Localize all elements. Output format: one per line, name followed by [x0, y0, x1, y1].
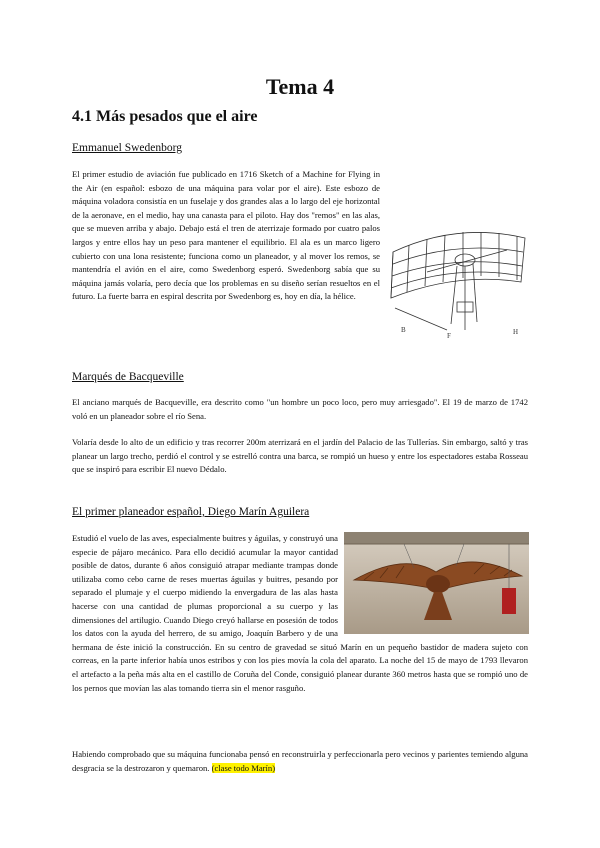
heading-bacqueville: Marqués de Bacqueville — [72, 371, 184, 383]
paragraph-bacqueville-1: El anciano marqués de Bacqueville, era descrito como "un hombre un poco loco, pero muy arriesgado". El 19 de marzo de 1742 voló en un planeador sobre el río Sena. — [72, 397, 528, 421]
page-title: Tema 4 — [265, 74, 335, 99]
paragraph-text: Estudió el vuelo de las aves, especialmente buitres y águilas, y construyó una especie de pájaro mecánico. Para ello decidió acumular la mayor cantidad posible de datos, durante 6 años consiguió atrapar mediante trampas donde utilizaba como cebo carne de reses muertas águilas y buitres, pesando por separado el plumaje y el cuerpo midiendo la envergadura de las alas hasta hacerse con una cantidad de plumas proporcional a su cuerpo y las dimensiones del artilugio. Cuando Diego creyó hallarse en posesión de todos los datos con la ayuda del herrero, de su amigo, Joaquín Barbero y de una hermana de éste inició la construcción. En su centro de gravedad se situó Marín en un pequeño bastidor de madera sujeto con correas, en la parte inferior había unos estribos y con los pies movía la cola del aparato. La noche del 15 de mayo de 1793 llevaron el artefacto a la peña más alta en el castillo de Coruña del Conde, consiguió planear durante 360 metros hasta que se rompió uno de los pernos que movían las alas tomando tierra sin el menor rasguño. — [72, 533, 528, 693]
highlight-note: (clase todo Marín) — [211, 762, 276, 773]
heading-swedenborg: Emmanuel Swedenborg — [72, 142, 182, 154]
paragraph-marin-2 — [72, 748, 528, 775]
svg-text:F: F — [447, 332, 451, 340]
paragraph-text: El primer estudio de aviación fue publicado en 1716 Sketch of a Machine for Flying in the Air (en español: esbozo de una máquina para volar por el aire). Este esbozo de máquina voladora consistía en un fuselaje y dos grandes alas a lo largo del eje horizontal de la aeronave, en el medio, hay una canasta para el piloto. Hay dos "remos" en las alas, que se mueven arriba y abajo. Debajo está el tren de aterrizaje formado por cuatro palos largos y entre ellos hay un peso para mantener el equilibrio. El ala es un marco ligero cubierto con una lona resistente; funciona como un planeador, y al mover los remos, se mantendría el avión en el aire, como Swedenborg esperó. Swedenborg sabía que su máquina jamás volaría, pero decía que los problemas en su diseño serían resueltos en el futuro. La fuerte barra en espiral descrita por Swedenborg es, hoy en día, la hélice. — [72, 169, 380, 302]
marin-glider-photo — [344, 532, 529, 634]
paragraph-text: Habiendo comprobado que su máquina funcionaba pensó en reconstruirla y perfeccionarla pero vecinos y parientes temiendo alguna desgracia se la destrozaron y quemaron. — [72, 749, 528, 773]
swedenborg-machine-sketch — [387, 212, 529, 342]
svg-text:H: H — [513, 328, 519, 336]
paragraph-bacqueville-2: Volaría desde lo alto de un edificio y tras recorrer 200m aterrizará en el jardín del Palacio de las Tullerías. Sin embargo, saltó y tras planear un largo trecho, perdió el control y se estrelló contra una barca, se rompió un hueso y entre los espectadores estaba Rosseau que se inspiró para escribir El nuevo Dédalo. — [72, 437, 528, 475]
heading-marin: El primer planeador español, Diego Marín Aguilera — [72, 506, 310, 518]
svg-text:B: B — [401, 326, 406, 334]
section-subtitle: 4.1 Más pesados que el aire — [72, 108, 258, 125]
